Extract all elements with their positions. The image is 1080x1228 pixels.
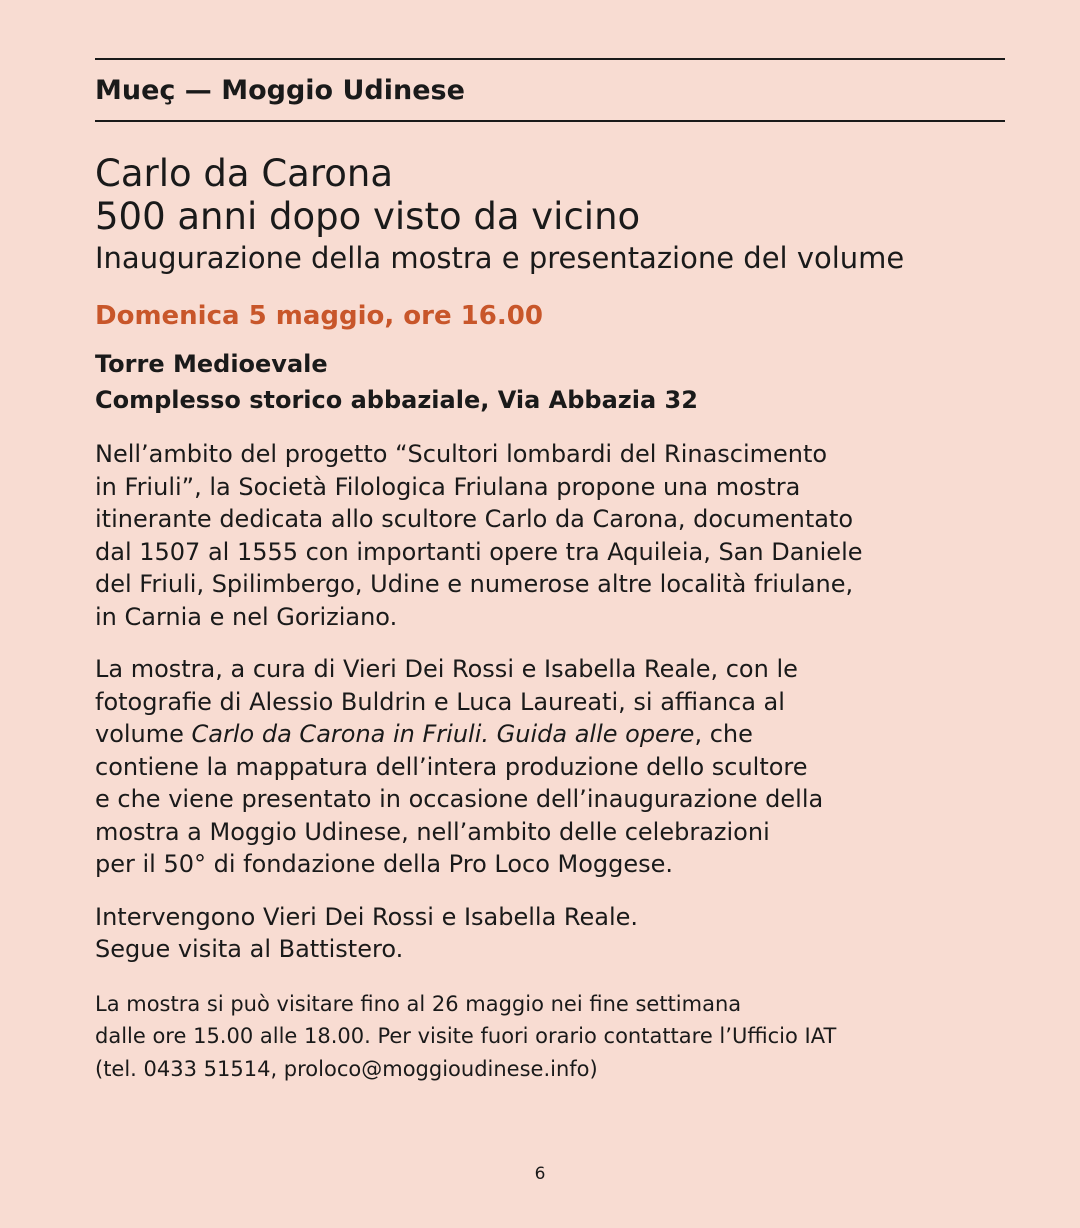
paragraph-line: La mostra, a cura di Vieri Dei Rossi e Isabella Reale, con le	[95, 655, 798, 683]
paragraph-text: , che	[694, 720, 753, 748]
paragraph-line: in Friuli”, la Società Filologica Friulana propone una mostra	[95, 472, 801, 501]
paragraph-line: dal 1507 al 1555 con importanti opere tra Aquileia, San Daniele	[95, 537, 863, 566]
event-title	[95, 152, 1005, 238]
description-paragraph-2	[95, 653, 1005, 881]
paragraph-line: Intervengono Vieri Dei Rossi e Isabella Reale.	[95, 902, 639, 931]
paragraph-line	[95, 718, 1005, 751]
description-paragraph-1	[95, 438, 1005, 633]
paragraph-line: in Carnia e nel Goriziano.	[95, 602, 398, 631]
venue-line-2: Complesso storico abbaziale, Via Abbazia 32	[95, 386, 698, 414]
paragraph-line: itinerante dedicata allo scultore Carlo da Carona, documentato	[95, 505, 854, 533]
header-bottom-rule	[95, 120, 1005, 122]
event-subtitle: Inaugurazione della mostra e presentazione del volume	[95, 241, 905, 275]
paragraph-line: mostra a Moggio Udinese, nell’ambito delle celebrazioni	[95, 817, 770, 846]
paragraph-line: contiene la mappatura dell’intera produzione dello scultore	[95, 752, 808, 781]
paragraph-line: Segue visita al Battistero.	[95, 935, 404, 963]
paragraph-line: fotografie di Alessio Buldrin e Luca Laureati, si affianca al	[95, 687, 785, 716]
paragraph-line: del Friuli, Spilimbergo, Udine e numerose altre località friulane,	[95, 570, 854, 598]
venue-line-1: Torre Medioevale	[95, 350, 328, 378]
visiting-hours-note	[95, 988, 1005, 1086]
page-number: 6	[534, 1164, 546, 1184]
event-venue	[95, 346, 1005, 418]
paragraph-line: e che viene presentato in occasione dell’inaugurazione della	[95, 785, 824, 813]
note-line: dalle ore 15.00 alle 18.00. Per visite fuori orario contattare l’Ufficio IAT	[95, 1024, 837, 1048]
paragraph-line: per il 50° di fondazione della Pro Loco Moggese.	[95, 850, 674, 878]
page-content	[95, 58, 1005, 1085]
event-title-line-1: Carlo da Carona	[95, 152, 393, 195]
event-date: Domenica 5 maggio, ore 16.00	[95, 301, 543, 331]
location-header: Mueç — Moggio Udinese	[95, 75, 465, 106]
note-line: La mostra si può visitare fino al 26 maggio nei fine settimana	[95, 991, 742, 1016]
note-line: (tel. 0433 51514, proloco@moggioudinese.info)	[95, 1056, 598, 1081]
event-title-line-2: 500 anni dopo visto da vicino	[95, 195, 641, 238]
speakers-paragraph	[95, 901, 1005, 966]
book-title: Carlo da Carona in Friuli. Guida alle opere	[191, 720, 695, 748]
paragraph-line: Nell’ambito del progetto “Scultori lombardi del Rinascimento	[95, 440, 828, 468]
paragraph-text: volume	[95, 720, 192, 748]
